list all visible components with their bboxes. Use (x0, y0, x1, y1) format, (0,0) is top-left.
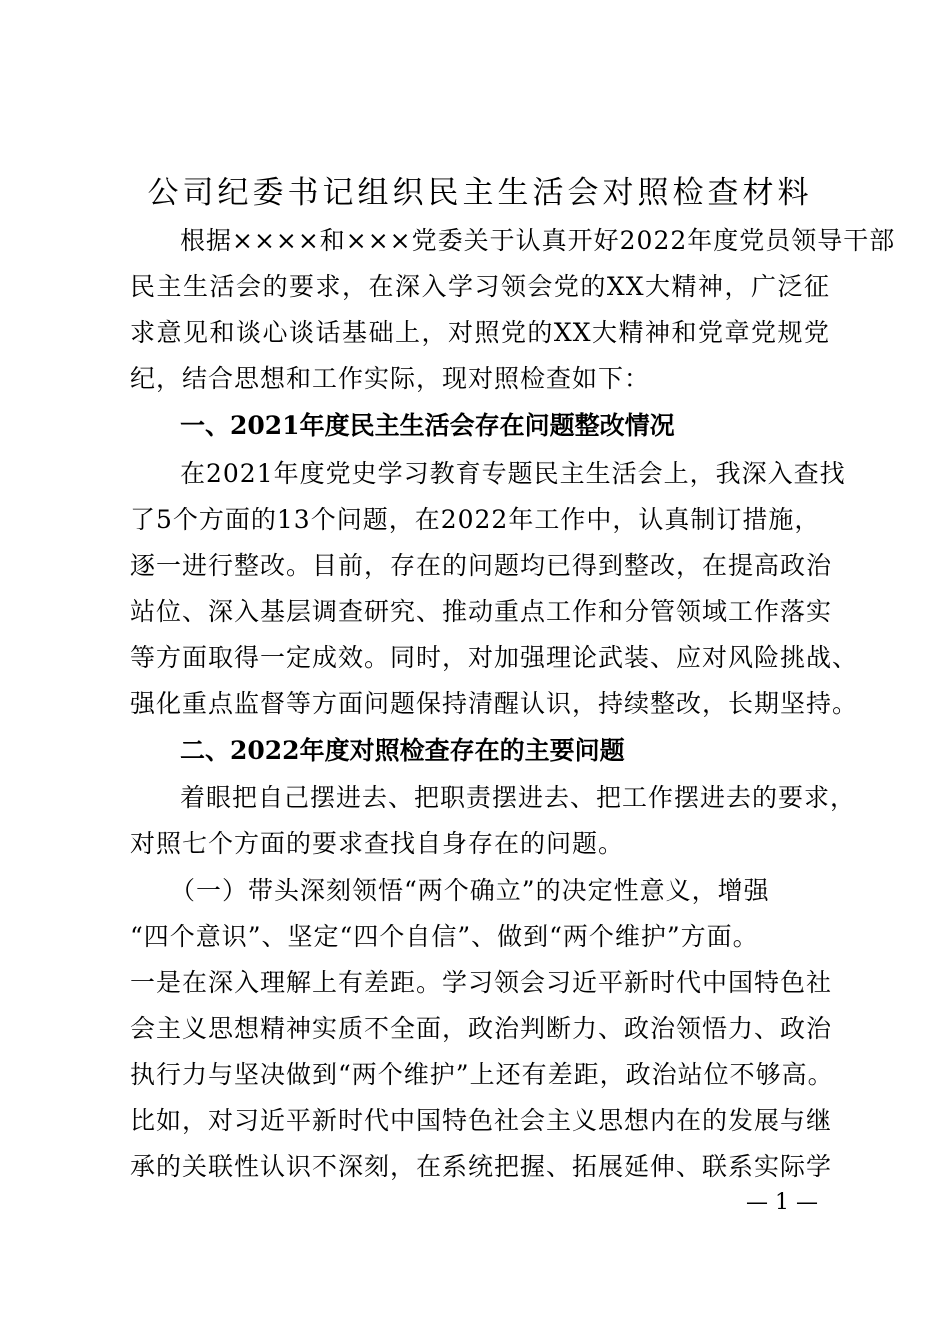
paragraph-line: 会主义思想精神实质不全面，政治判断力、政治领悟力、政治 (130, 1014, 833, 1043)
subsection-heading: （一）带头深刻领悟“两个确立”的决定性意义，增强 (170, 876, 770, 905)
paragraph-line: 根据××××和×××党委关于认真开好2022年度党员领导干部 (180, 226, 896, 255)
paragraph-line: 纪，结合思想和工作实际，现对照检查如下： (130, 364, 651, 393)
section-heading-2: 二、2022年度对照检查存在的主要问题 (180, 736, 625, 765)
paragraph-line: 等方面取得一定成效。同时，对加强理论武装、应对风险挑战、 (130, 643, 859, 672)
paragraph-line: 一是在深入理解上有差距。学习领会习近平新时代中国特色社 (130, 968, 833, 997)
page-number: — 1 — (746, 1190, 818, 1215)
paragraph-line: 强化重点监督等方面问题保持清醒认识，持续整改，长期坚持。 (130, 689, 859, 718)
paragraph-line: 在2021年度党史学习教育专题民主生活会上，我深入查找 (180, 459, 846, 488)
document-title: 公司纪委书记组织民主生活会对照检查材料 (147, 175, 813, 211)
paragraph-line: 求意见和谈心谈话基础上，对照党的XX大精神和党章党规党 (130, 318, 830, 347)
paragraph-line: 了5个方面的13个问题，在2022年工作中，认真制订措施， (130, 505, 821, 534)
paragraph-line: 民主生活会的要求，在深入学习领会党的XX大精神，广泛征 (130, 272, 830, 301)
paragraph-line: 承的关联性认识不深刻，在系统把握、拓展延伸、联系实际学 (130, 1152, 833, 1181)
paragraph-line: 比如，对习近平新时代中国特色社会主义思想内在的发展与继 (130, 1106, 833, 1135)
paragraph-line: 逐一进行整改。目前，存在的问题均已得到整改，在提高政治 (130, 551, 833, 580)
paragraph-line: 站位、深入基层调查研究、推动重点工作和分管领域工作落实 (130, 597, 833, 626)
paragraph-line: 执行力与坚决做到“两个维护”上还有差距，政治站位不够高。 (130, 1060, 834, 1089)
section-heading-1: 一、2021年度民主生活会存在问题整改情况 (180, 411, 675, 440)
subsection-heading-continued: “四个意识”、坚定“四个自信”、做到“两个维护”方面。 (130, 922, 759, 951)
paragraph-line: 着眼把自己摆进去、把职责摆进去、把工作摆进去的要求， (180, 783, 857, 812)
paragraph-line: 对照七个方面的要求查找自身存在的问题。 (130, 829, 625, 858)
